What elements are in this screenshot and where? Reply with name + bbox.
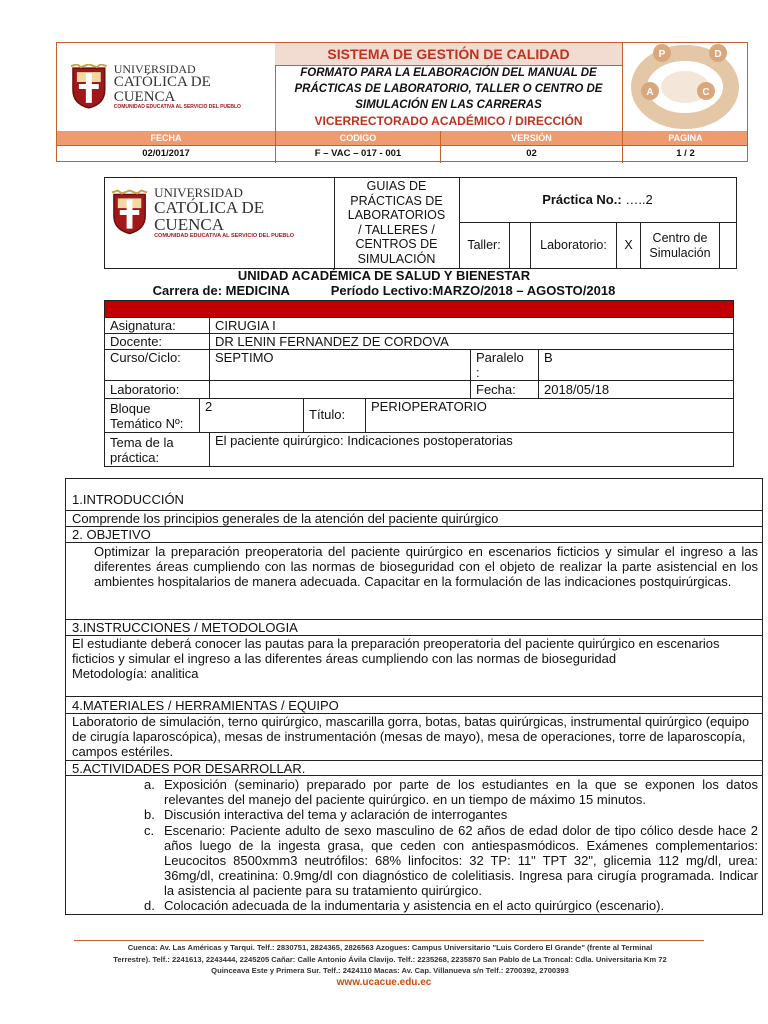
centro-line: Simulación [649, 245, 711, 260]
centro-line: Centro de [652, 230, 708, 245]
guide-title-line: PRÁCTICAS DE [350, 193, 443, 208]
curso-value: SEPTIMO [209, 350, 470, 380]
guide-header [104, 177, 737, 269]
paralelo-value: B [538, 350, 733, 380]
fecha-label: Fecha: [470, 381, 538, 398]
bloque-label-line: Temático Nº: [110, 416, 184, 431]
taller-mark [510, 223, 531, 268]
intro-text: Comprende los principios generales de la atención del paciente quirúrgico [66, 510, 762, 526]
activity-marker: c. [144, 823, 155, 838]
activity-item [144, 898, 758, 913]
pdca-letter-a: A [646, 87, 654, 98]
materials-text: Laboratorio de simulación, terno quirúrgico, mascarilla gorra, botas, batas quirúrgicas, instrumental quirúrgico (equipo de cirugía laparoscópica), mesas de instrumentación (mesas de mayo), mesa de operaciones, torre de laparoscopía, campos estériles. [72, 714, 750, 759]
logo-slogan-text: COMUNIDAD EDUCATIVA AL SERVICIO DEL PUEBLO [113, 104, 241, 110]
activity-marker: a. [144, 777, 155, 792]
guide-title-line: GUIAS DE [366, 179, 427, 193]
guide-title-line: LABORATORIOS [347, 208, 446, 222]
paralelo-label-line: Paralelo [476, 350, 524, 365]
period-text: Período Lectivo:MARZO/2018 – AGOSTO/2018 [330, 283, 616, 298]
curso-label: Curso/Ciclo: [110, 350, 181, 365]
bloque-value: 2 [199, 399, 303, 432]
tema-label [105, 433, 209, 467]
row-curso [105, 349, 733, 380]
objective-title: 2. OBJETIVO [66, 526, 762, 542]
unit-heading [0, 268, 768, 298]
row-asignatura [105, 317, 733, 333]
titulo-label: Título: [303, 399, 365, 432]
instructions-text: El estudiante deberá conocer las pautas para la preparación preoperatoria del paciente quirúrgico en escenarios ficticios y simular el ingreso a las diferentes áreas cumpliendo con las normas de bioseguridad [72, 636, 720, 666]
website-link[interactable]: www.ucacue.edu.ec [336, 977, 432, 988]
value-pagina: 1 / 2 [622, 146, 748, 163]
pdca-cell [622, 43, 748, 131]
lab-mark: X [617, 223, 641, 268]
activities-title: 5.ACTIVIDADES POR DESARROLLAR. [66, 760, 762, 775]
format-title [275, 65, 622, 113]
centro-label [641, 223, 720, 268]
footer-address-line: Cuenca: Av. Las Américas y Tarqui. Telf.: 2830751, 2824365, 2826563 Azogues: Campus Universitario "Luis Cordero El Grande" (frente al Terminal [127, 943, 653, 952]
fecha-value: 2018/05/18 [538, 381, 733, 398]
value-fecha: 02/01/2017 [142, 148, 190, 159]
paralelo-label-line: : [476, 365, 480, 380]
intro-title: 1.INTRODUCCIÓN [72, 492, 184, 507]
activity-text: Discusión interactiva del tema y aclaración de interrogantes [164, 807, 508, 822]
bloque-label-line: Bloque [110, 401, 151, 416]
format-title-line: FORMATO PARA LA ELABORACIÓN DEL MANUAL DE [300, 67, 597, 79]
office-title: VICERRECTORADO ACADÉMICO / DIRECCIÓN [314, 114, 583, 128]
activity-text: Colocación adecuada de la indumentaria y asistencia en el acto quirúrgico (escenario). [164, 898, 665, 913]
col-version: VERSIÓN [440, 131, 622, 145]
materials-section [66, 713, 762, 760]
objective-section [66, 542, 762, 619]
guide-title-line: CENTROS DE [355, 237, 438, 251]
docente-value: DR LENIN FERNANDEZ DE CORDOVA [209, 334, 733, 349]
logo-university-text: UNIVERSIDAD [154, 185, 243, 200]
practice-number [459, 178, 736, 223]
asignatura-value: CIRUGIA I [209, 318, 733, 333]
activity-item [144, 823, 758, 898]
practice-cell [459, 178, 736, 268]
instructions-method: Metodología: analitica [72, 666, 199, 681]
value-version: 02 [440, 146, 622, 163]
taller-label: Taller: [459, 223, 510, 268]
activity-item [144, 807, 758, 822]
tema-value: El paciente quirúrgico: Indicaciones postoperatorias [209, 433, 733, 467]
activity-text: Escenario: Paciente adulto de sexo masculino de 62 años de edad dolor de tipo cólico desde hace 2 años luego de la ingesta grasa, que ceden con antiespasmódicos. Exámenes complementarios: Leucocitos 8500xmm3 neutrófilos: 68% linfocitos: 32 TP: 11" TPT 32", glicemia 112 mg/dl, urea: 36mg/dl, creatinina: 0.9mg/dl con diagnóstico de colelitiasis. Ingresa para cirugía programada. Indicar la asistencia al paciente para su tratamiento quirúrgico. [164, 823, 758, 898]
pdca-cycle-icon [622, 43, 748, 131]
logo-university-text: UNIVERSIDAD [113, 62, 196, 76]
logo-name-text: CATÓLICA DE CUENCA [154, 198, 265, 234]
laboratorio-value [209, 381, 470, 398]
logo-slogan-text: COMUNIDAD EDUCATIVA AL SERVICIO DEL PUEBLO [154, 233, 295, 239]
practice-value: …..2 [625, 192, 653, 207]
pdca-letter-p: P [658, 49, 666, 60]
career-period-line [0, 283, 768, 298]
docente-label: Docente: [110, 334, 163, 349]
guide-title-line: SIMULACIÓN [357, 251, 436, 266]
col-codigo: CODIGO [275, 131, 440, 145]
guide-title-line: / TALLERES / [358, 222, 435, 237]
objective-text: Optimizar la preparación preoperatoria del paciente quirúrgico en escenarios ficticios y simular el ingreso a las diferentes áreas cumpliendo con las normas de bioseguridad con el objeto de realizar la parte asistencial en los ambientes hospitalarios de manera adecuada. Capacitar en la formulación de las indicaciones postquirúrgicas. [94, 544, 758, 589]
practice-content [65, 478, 763, 915]
format-title-line: SIMULACIÓN EN LAS CARRERAS [355, 99, 542, 111]
logo-name-text: CATÓLICA DE CUENCA [113, 74, 211, 105]
shield-icon [69, 64, 109, 110]
header-columns-row [57, 131, 747, 145]
university-logo [69, 63, 275, 111]
row-docente [105, 333, 733, 349]
col-pagina: PAGINA [622, 131, 748, 145]
guide-logo-cell [105, 178, 335, 268]
row-tema [105, 432, 733, 467]
activity-marker: d. [144, 898, 155, 913]
pdca-letter-d: D [714, 49, 722, 60]
format-title-line: PRÁCTICAS DE LABORATORIO, TALLER O CENTRO DE [294, 83, 603, 95]
red-bar [105, 301, 733, 318]
materials-title: 4.MATERIALES / HERRAMIENTAS / EQUIPO [66, 696, 762, 713]
shield-icon [110, 187, 149, 239]
tema-label-line: práctica: [110, 450, 160, 465]
header-logo-cell [57, 43, 276, 131]
value-codigo: F – VAC – 017 - 001 [275, 146, 440, 163]
practice-label: Práctica No.: [542, 192, 622, 207]
row-laboratorio [105, 380, 733, 398]
col-fecha: FECHA [150, 133, 182, 143]
lab-label: Laboratorio: [531, 223, 617, 268]
footer-address-line: Quinceava Este y Primera Sur. Telf.: 2424110 Macas: Av. Cap. Villanueva s/n Telf.: 2700392, 2700393 [211, 966, 569, 975]
laboratorio-label: Laboratorio: [110, 382, 180, 397]
asignatura-label: Asignatura: [110, 318, 176, 333]
pdca-letter-c: C [702, 87, 710, 98]
activity-item [144, 777, 758, 807]
career-text: Carrera de: MEDICINA [152, 283, 290, 298]
paralelo-label [470, 350, 538, 380]
header-title-cell [275, 43, 623, 131]
guide-title-cell [334, 178, 460, 268]
bloque-label [105, 399, 199, 432]
titulo-value: PERIOPERATORIO [365, 399, 733, 432]
university-logo [110, 186, 334, 239]
practice-info-table [104, 300, 734, 467]
quality-header [56, 42, 748, 162]
activity-marker: b. [144, 807, 155, 822]
unit-title: UNIDAD ACADÉMICA DE SALUD Y BIENESTAR [237, 268, 531, 283]
footer-address-line: Terrestre). Telf.: 2241613, 2243444, 2245205 Cañar: Calle Antonio Ávila Clavijo. Telf.: 2235268, 2235870 San Pablo de La Troncal: Cdla. Universitaria Km 72 [113, 955, 667, 964]
instructions-section [66, 635, 762, 696]
activities-section [66, 775, 762, 915]
header-values-row [57, 145, 747, 163]
row-bloque [105, 398, 733, 432]
footer-divider [74, 940, 704, 941]
activity-text: Exposición (seminario) preparado por parte de los estudiantes en la que se exponen los datos relevantes del manejo del paciente quirúrgico. en un tiempo de máximo 15 minutos. [164, 777, 758, 807]
instructions-title: 3.INSTRUCCIONES / METODOLOGIA [66, 619, 762, 635]
tema-label-line: Tema de la [110, 435, 174, 450]
system-title: SISTEMA DE GESTIÓN DE CALIDAD [275, 43, 622, 66]
